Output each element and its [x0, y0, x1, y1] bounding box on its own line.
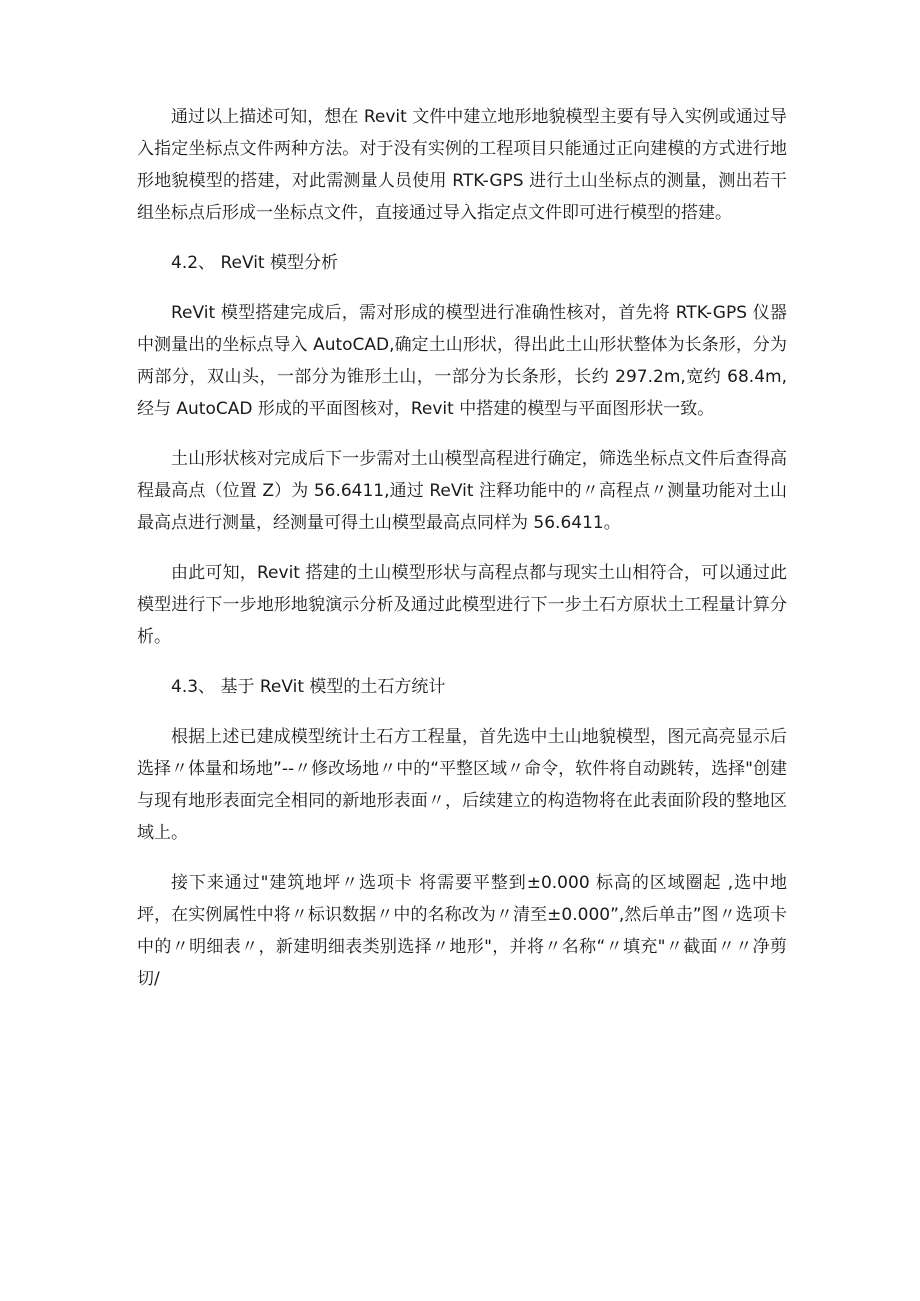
paragraph-schedule-setup: 接下来通过"建筑地坪〃选项卡 将需要平整到±0.000 标高的区域圈起 ,选中地坪，在实例属性中将〃标识数据〃中的名称改为〃清至±0.000”,然后单击”图〃选项卡中的〃明细表〃，新建明细表类别选择〃地形"，并将〃名称“〃填充"〃截面〃〃净剪切/: [137, 873, 787, 989]
section-heading-4-3: 4.3、 基于 ReVit 模型的土石方统计: [171, 677, 446, 697]
paragraph-grading-region: 根据上述已建成模型统计土石方工程量，首先选中土山地貌模型，图元高亮显示后选择〃体量和场地”--〃修改场地〃中的“平整区域〃命令，软件将自动跳转，选择"创建与现有地形表面完全相同的新地形表面〃，后续建立的构造物将在此表面阶段的整地区域上。: [137, 727, 787, 843]
paragraph-import-methods: 通过以上描述可知，想在 Revit 文件中建立地形地貌模型主要有导入实例或通过导入指定坐标点文件两种方法。对于没有实例的工程项目只能通过正向建模的方式进行地形地貌模型的搭建，对此需测量人员使用 RTK-GPS 进行土山坐标点的测量，测出若干组坐标点后形成一坐标点文件，直接通过导入指定点文件即可进行模型的搭建。: [137, 107, 787, 223]
section-heading-4-2: 4.2、 ReVit 模型分析: [171, 253, 338, 273]
paragraph-model-verification: ReVit 模型搭建完成后，需对形成的模型进行准确性核对，首先将 RTK-GPS 仪器中测量出的坐标点导入 AutoCAD,确定土山形状，得出此土山形状整体为长条形，分为两部分，双山头，一部分为锥形土山，一部分为长条形，长约 297.2m,宽约 68.4m,经与 AutoCAD 形成的平面图核对，Revit 中搭建的模型与平面图形状一致。: [137, 303, 787, 419]
document-body: [137, 101, 787, 1013]
paragraph-conclusion: 由此可知，Revit 搭建的土山模型形状与高程点都与现实土山相符合，可以通过此模型进行下一步地形地貌演示分析及通过此模型进行下一步土石方原状土工程量计算分析。: [137, 563, 787, 647]
paragraph-elevation-check: 土山形状核对完成后下一步需对土山模型高程进行确定，筛选坐标点文件后查得高程最高点（位置 Z）为 56.6411,通过 ReVit 注释功能中的〃高程点〃测量功能对土山最高点进行测量，经测量可得土山模型最高点同样为 56.6411。: [137, 449, 787, 533]
